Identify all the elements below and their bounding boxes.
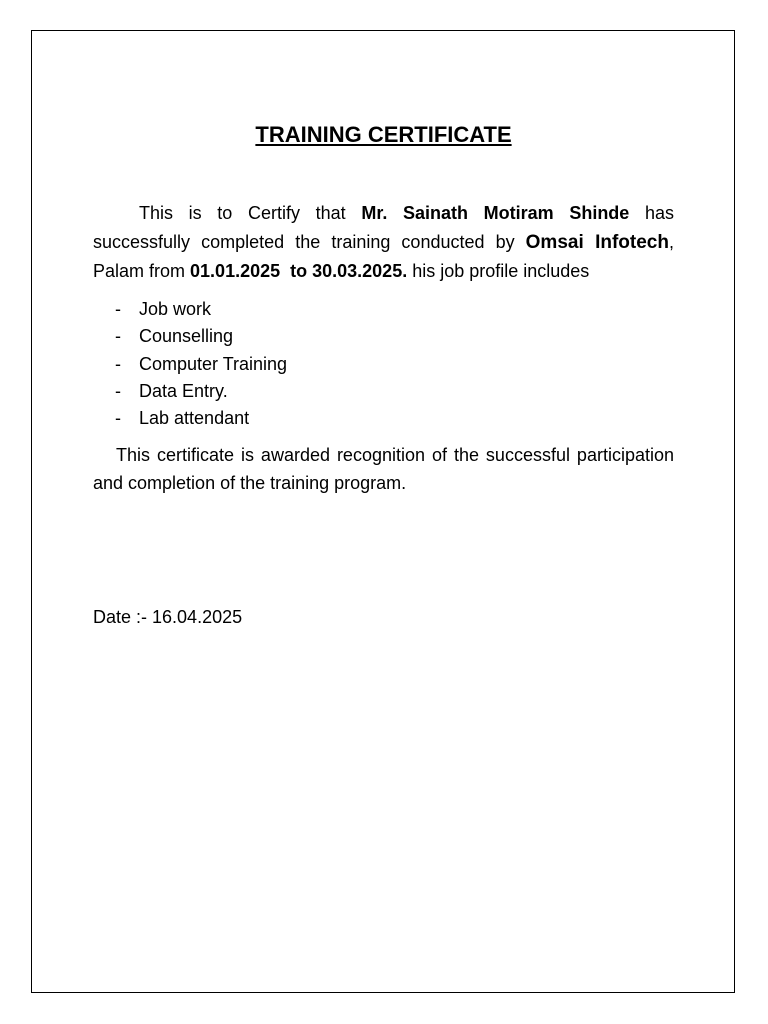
list-item — [93, 296, 287, 323]
issue-date: Date :- 16.04.2025 — [93, 607, 243, 627]
job-profile-list — [93, 296, 287, 432]
list-item — [93, 351, 287, 378]
bullet-dash: - — [115, 380, 121, 401]
bullet-dash: - — [115, 326, 121, 347]
trainee-name: Mr. Sainath Motiram Shinde — [361, 203, 630, 223]
list-item-label: Counselling — [139, 326, 234, 347]
bullet-dash: - — [115, 299, 121, 319]
training-period: 01.01.2025 to 30.03.2025. — [190, 261, 408, 281]
bullet-dash: - — [115, 408, 121, 429]
list-item-label: Job work — [139, 299, 212, 319]
company-name: Omsai Infotech — [525, 232, 669, 253]
list-item — [93, 405, 287, 432]
intro-text-4: his job profile includes — [407, 261, 590, 281]
intro-paragraph — [93, 199, 674, 286]
page-border — [31, 30, 735, 993]
list-item-label: Lab attendant — [139, 408, 250, 429]
bullet-dash: - — [115, 353, 121, 374]
list-item — [93, 323, 287, 350]
closing-paragraph — [93, 441, 674, 497]
list-item-label: Data Entry. — [139, 380, 228, 401]
closing-text: This certificate is awarded recognition of the successful participation and completion of the training program. — [93, 445, 674, 493]
intro-text-3: , Palam from — [93, 232, 674, 281]
list-item — [93, 378, 287, 405]
certificate-title: TRAINING CERTIFICATE — [255, 122, 512, 147]
intro-text-1: This is to Certify that — [139, 203, 362, 223]
list-item-label: Computer Training — [139, 353, 288, 374]
intro-text-2: has successfully completed the training conducted by — [93, 203, 675, 252]
